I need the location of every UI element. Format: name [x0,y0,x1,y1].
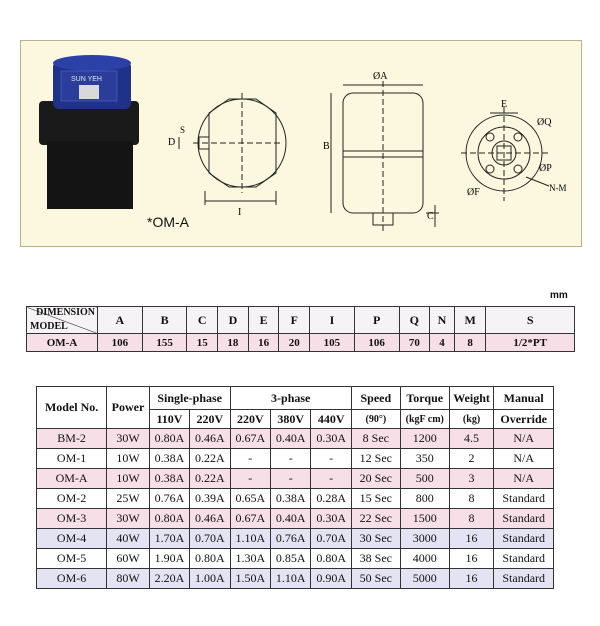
cell-override: Standard [494,489,554,509]
dimension-value-row [27,334,575,352]
cell-power: 25W [107,489,150,509]
dim-col-m: M [454,307,486,334]
dim-col-q: Q [399,307,430,334]
cell-override: N/A [494,449,554,469]
cell-t380: 1.10A [271,569,311,589]
header-override: Override [494,410,554,429]
cell-override: N/A [494,429,554,449]
cell-weight: 3 [449,469,494,489]
dim-label-f: ØF [467,187,480,198]
dim-value-d: 18 [218,334,249,352]
cell-model: OM-3 [37,509,107,529]
dimension-table [26,306,575,352]
table-row [37,449,554,469]
cell-v110: 0.80A [149,429,189,449]
cell-model: BM-2 [37,429,107,449]
cell-model: OM-4 [37,529,107,549]
dimension-header-row [27,307,575,334]
cell-t380: 0.40A [271,429,311,449]
cell-override: Standard [494,569,554,589]
header-220v-single: 220V [190,410,230,429]
cell-v220: 0.22A [190,449,230,469]
cell-power: 30W [107,509,150,529]
cell-t220: 1.10A [230,529,270,549]
cell-weight: 8 [449,489,494,509]
dim-label-p: ØP [539,163,552,174]
actuator-photo [39,55,139,209]
cell-speed: 50 Sec [351,569,400,589]
dim-value-e: 16 [248,334,279,352]
actuator-drawings [21,41,581,246]
dim-col-p: P [354,307,399,334]
dim-col-b: B [142,307,187,334]
header-weight-unit: (kg) [449,410,494,429]
cell-t440: 0.28A [311,489,351,509]
cell-v110: 1.90A [149,549,189,569]
cell-model: OM-2 [37,489,107,509]
cell-v110: 0.38A [149,449,189,469]
cell-t440: 0.30A [311,509,351,529]
cell-power: 80W [107,569,150,589]
cell-speed: 20 Sec [351,469,400,489]
dim-value-p: 106 [354,334,399,352]
model-tag: *OM-A [147,214,189,230]
dim-label-d: D [168,137,176,148]
cell-t440: 0.90A [311,569,351,589]
cell-v220: 0.80A [190,549,230,569]
cell-t220: 0.67A [230,429,270,449]
cell-t440: - [311,449,351,469]
cell-t380: - [271,469,311,489]
header-single-phase: Single-phase [149,387,230,410]
corner-model-label: MODEL [30,321,68,332]
cell-v220: 1.00A [190,569,230,589]
cell-speed: 38 Sec [351,549,400,569]
cell-torque: 800 [400,489,449,509]
cell-override: Standard [494,509,554,529]
cell-t380: - [271,449,311,469]
dim-value-n: 4 [430,334,455,352]
dim-value-q: 70 [399,334,430,352]
dimension-corner-cell [27,307,98,334]
dim-label-nm: N-M [549,183,567,193]
cell-model: OM-1 [37,449,107,469]
dim-value-s: 1/2*PT [486,334,575,352]
cell-torque: 350 [400,449,449,469]
cell-model: OM-5 [37,549,107,569]
cell-speed: 15 Sec [351,489,400,509]
dim-value-i: 105 [310,334,355,352]
table-row [37,489,554,509]
header-weight: Weight [449,387,494,410]
cell-v220: 0.39A [190,489,230,509]
dim-label-b: B [323,141,330,152]
dim-value-f: 20 [279,334,310,352]
cell-t220: 0.65A [230,489,270,509]
header-torque-unit: (kgF cm) [400,410,449,429]
dim-col-d: D [218,307,249,334]
cell-power: 60W [107,549,150,569]
cell-weight: 16 [449,549,494,569]
header-speed-unit: (90°) [351,410,400,429]
cell-speed: 8 Sec [351,429,400,449]
top-view-drawing [179,93,286,205]
cell-override: Standard [494,529,554,549]
corner-dimension-label: DIMENSION [36,307,95,318]
dim-col-i: I [310,307,355,334]
table-row [37,429,554,449]
header-380v: 380V [271,410,311,429]
dim-label-a: ØA [373,71,388,82]
cell-t440: 0.30A [311,429,351,449]
dim-label-q: ØQ [537,117,552,128]
cell-weight: 16 [449,569,494,589]
cell-power: 30W [107,429,150,449]
side-view-drawing [331,81,439,231]
cell-torque: 5000 [400,569,449,589]
dim-col-a: A [98,307,143,334]
header-power: Power [107,387,150,429]
cell-speed: 22 Sec [351,509,400,529]
cell-v220: 0.70A [190,529,230,549]
header-440v: 440V [311,410,351,429]
cell-override: Standard [494,549,554,569]
cell-speed: 30 Sec [351,529,400,549]
cell-t220: - [230,449,270,469]
cell-v220: 0.22A [190,469,230,489]
dim-col-n: N [430,307,455,334]
cell-power: 40W [107,529,150,549]
dim-label-i: I [238,207,242,218]
brand-label: SUN YEH [71,76,102,83]
unit-label: mm [550,290,568,301]
spec-table [36,386,554,589]
cell-model: OM-6 [37,569,107,589]
cell-t440: 0.70A [311,529,351,549]
cell-v110: 2.20A [149,569,189,589]
header-model: Model No. [37,387,107,429]
cell-override: N/A [494,469,554,489]
spec-table-body [37,429,554,589]
table-row [37,509,554,529]
cell-t220: 0.67A [230,509,270,529]
header-three-phase: 3-phase [230,387,351,410]
cell-v220: 0.46A [190,509,230,529]
cell-v110: 0.76A [149,489,189,509]
cell-v110: 0.38A [149,469,189,489]
dim-model-cell: OM-A [27,334,98,352]
cell-t380: 0.76A [271,529,311,549]
cell-torque: 4000 [400,549,449,569]
cell-t220: 1.50A [230,569,270,589]
table-row [37,469,554,489]
cell-torque: 500 [400,469,449,489]
cell-power: 10W [107,469,150,489]
header-110v: 110V [149,410,189,429]
cell-weight: 4.5 [449,429,494,449]
dim-col-e: E [248,307,279,334]
dim-value-a: 106 [98,334,143,352]
dim-value-m: 8 [454,334,486,352]
cell-t220: 1.30A [230,549,270,569]
cell-t220: - [230,469,270,489]
cell-torque: 1500 [400,509,449,529]
dim-label-c: C [427,211,434,222]
table-row [37,549,554,569]
table-row [37,529,554,549]
cell-t440: - [311,469,351,489]
dim-label-s: S [180,125,186,135]
cell-power: 10W [107,449,150,469]
cell-t380: 0.38A [271,489,311,509]
header-manual: Manual [494,387,554,410]
cell-v110: 1.70A [149,529,189,549]
cell-torque: 3000 [400,529,449,549]
cell-t380: 0.40A [271,509,311,529]
header-speed: Speed [351,387,400,410]
cell-weight: 8 [449,509,494,529]
dim-col-c: C [187,307,218,334]
cell-t380: 0.85A [271,549,311,569]
header-220v-three: 220V [230,410,270,429]
dim-col-s: S [486,307,575,334]
cell-model: OM-A [37,469,107,489]
cell-speed: 12 Sec [351,449,400,469]
dim-col-f: F [279,307,310,334]
cell-weight: 16 [449,529,494,549]
dim-value-c: 15 [187,334,218,352]
drawing-panel [20,40,582,247]
cell-v110: 0.80A [149,509,189,529]
cell-t440: 0.80A [311,549,351,569]
dim-label-e: E [501,99,508,110]
dim-value-b: 155 [142,334,187,352]
spec-header-row [37,387,554,410]
table-row [37,569,554,589]
cell-weight: 2 [449,449,494,469]
header-torque: Torque [400,387,449,410]
cell-torque: 1200 [400,429,449,449]
cell-v220: 0.46A [190,429,230,449]
